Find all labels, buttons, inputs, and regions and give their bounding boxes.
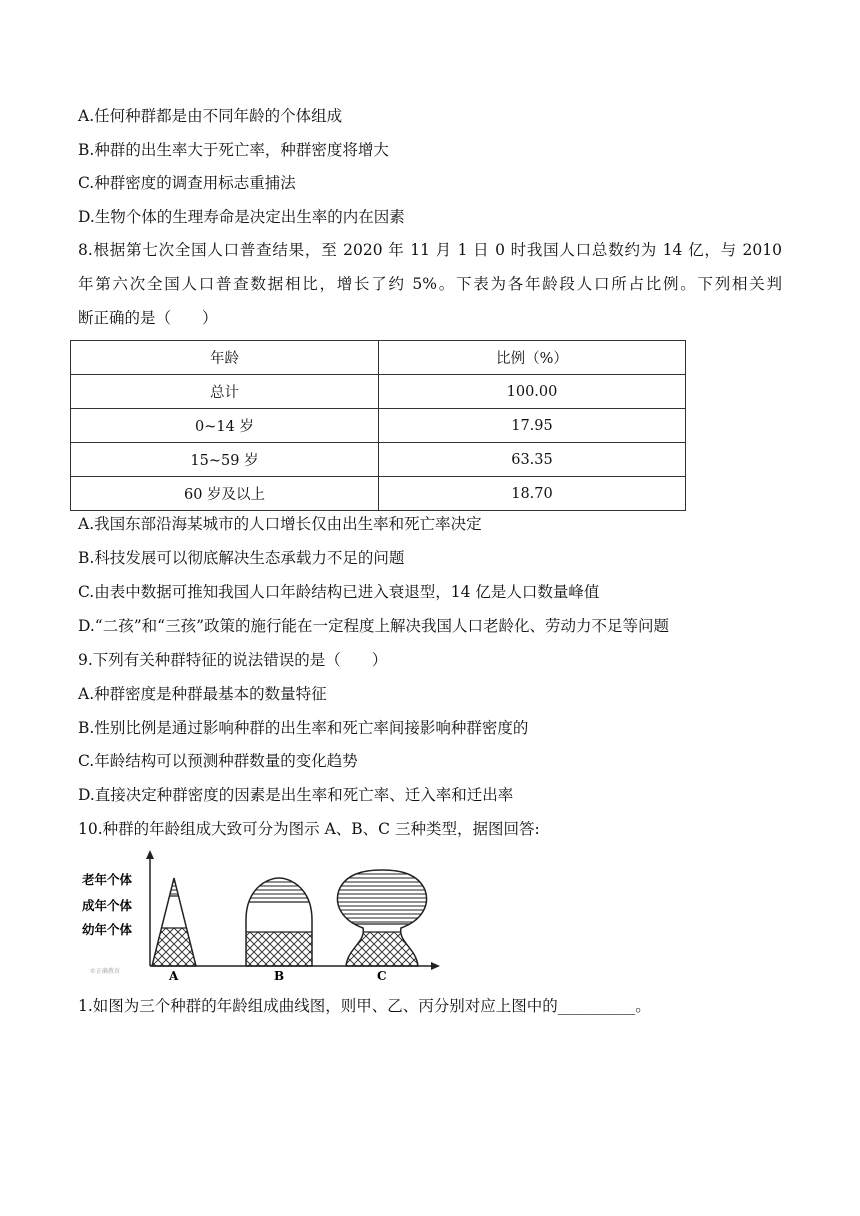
q8-stem-line-1: 8.根据第七次全国人口普查结果，至 2020 年 11 月 1 日 0 时我国人口总数约为 14 亿，与 2010: [78, 241, 782, 259]
q8-option-c: C.由表中数据可推知我国人口年龄结构已进入衰退型，14 亿是人口数量峰值: [78, 583, 600, 601]
cell-proportion: 17.95: [379, 409, 686, 443]
table-row: [71, 409, 686, 443]
table-row: [71, 375, 686, 409]
table-header-row: [71, 341, 686, 375]
q8-option-a: A.我国东部沿海某城市的人口增长仅由出生率和死亡率决定: [78, 515, 482, 533]
label-adult: 成年个体: [82, 898, 133, 913]
q7-option-d: D.生物个体的生理寿命是决定出生率的内在因素: [78, 208, 405, 226]
y-axis-arrow: [146, 850, 154, 859]
q9-option-b: B.性别比例是通过影响种群的出生率和死亡率间接影响种群密度的: [78, 719, 529, 737]
type-label-b: B: [274, 969, 285, 980]
q7-option-a: A.任何种群都是由不同年龄的个体组成: [78, 107, 343, 125]
table-row: [71, 443, 686, 477]
cell-proportion: 100.00: [379, 375, 686, 409]
q9-option-c: C.年龄结构可以预测种群数量的变化趋势: [78, 752, 358, 770]
q9-stem: 9.下列有关种群特征的说法错误的是（ ）: [78, 651, 388, 669]
watermark: ©正确教育: [90, 968, 121, 975]
q10-sub-question-1: 1.如图为三个种群的年龄组成曲线图，则甲、乙、丙分别对应上图中的__________。: [78, 997, 651, 1015]
type-label-a: A: [169, 969, 179, 980]
pyramid-a: [148, 876, 200, 968]
q9-option-d: D.直接决定种群密度的因素是出生率和死亡率、迁入率和迁出率: [78, 786, 514, 804]
cell-age: 0~14 岁: [71, 409, 379, 443]
q8-stem-line-3: 断正确的是（ ）: [78, 309, 218, 327]
cell-proportion: 18.70: [379, 477, 686, 511]
q8-option-d: D.“二孩”和“三孩”政策的施行能在一定程度上解决我国人口老龄化、劳动力不足等问题: [78, 617, 670, 635]
cell-age: 15~59 岁: [71, 443, 379, 477]
header-age: 年龄: [71, 341, 379, 375]
age-structure-figure: [78, 848, 448, 984]
age-proportion-table: [70, 340, 686, 511]
pyramid-b: [244, 876, 314, 968]
age-pyramids-svg: [78, 848, 448, 980]
q8-option-b: B.科技发展可以彻底解决生态承载力不足的问题: [78, 549, 405, 567]
q9-option-a: A.种群密度是种群最基本的数量特征: [78, 685, 327, 703]
type-label-c: C: [377, 969, 387, 980]
x-axis-arrow: [431, 962, 440, 970]
table-row: [71, 477, 686, 511]
q8-stem-line-2: 年第六次全国人口普查数据相比，增长了约 5%。下表为各年龄段人口所占比例。下列相关判: [78, 275, 782, 293]
cell-proportion: 63.35: [379, 443, 686, 477]
label-old: 老年个体: [82, 872, 133, 887]
cell-age: 总计: [71, 375, 379, 409]
q10-stem: 10.种群的年龄组成大致可分为图示 A、B、C 三种类型，据图回答:: [78, 820, 540, 838]
cell-age: 60 岁及以上: [71, 477, 379, 511]
label-young: 幼年个体: [82, 922, 133, 937]
header-proportion: 比例（%）: [379, 341, 686, 375]
q7-option-b: B.种群的出生率大于死亡率，种群密度将增大: [78, 141, 389, 159]
q7-option-c: C.种群密度的调查用标志重捕法: [78, 174, 296, 192]
